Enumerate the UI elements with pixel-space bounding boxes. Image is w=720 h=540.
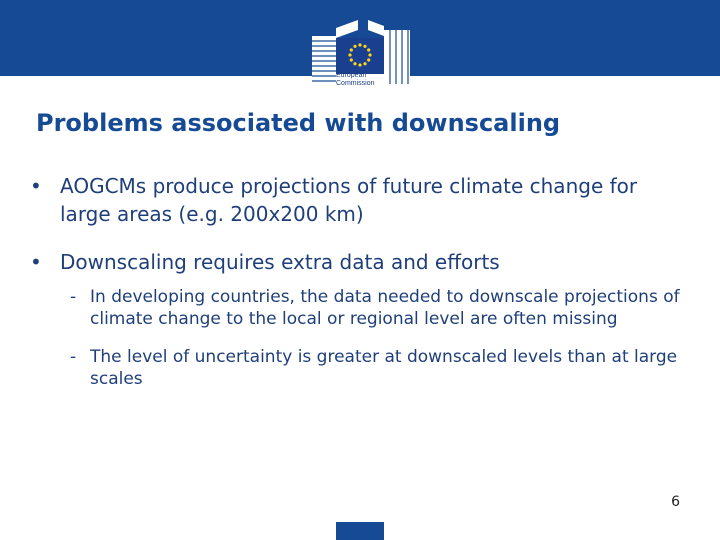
subbullet-item — [30, 286, 690, 330]
bullet-item — [30, 172, 690, 228]
logo-caption — [336, 72, 375, 88]
page-number: 6 — [671, 494, 680, 510]
footer-bar — [336, 522, 384, 540]
bullet-text: AOGCMs produce projections of future climate change for large areas (e.g. 200x200 km) — [60, 174, 638, 226]
bullet-list — [30, 172, 690, 406]
bullet-text: Downscaling requires extra data and efforts — [60, 250, 500, 274]
bullet-marker: • — [30, 250, 42, 274]
subbullet-item — [30, 346, 690, 390]
subbullet-text: The level of uncertainty is greater at downscaled levels than at large scales — [90, 347, 678, 389]
logo-caption-line1: European — [336, 72, 367, 79]
bullet-marker: • — [30, 174, 42, 198]
subbullet-marker: - — [70, 347, 77, 367]
slide-title: Problems associated with downscaling — [36, 109, 561, 137]
subbullet-text: In developing countries, the data needed to downscale projections of climate change to the local or regional level are often missing — [90, 287, 680, 329]
subbullet-marker: - — [70, 287, 77, 307]
logo-caption-line2: Commission — [336, 80, 375, 87]
bullet-item — [30, 248, 690, 276]
